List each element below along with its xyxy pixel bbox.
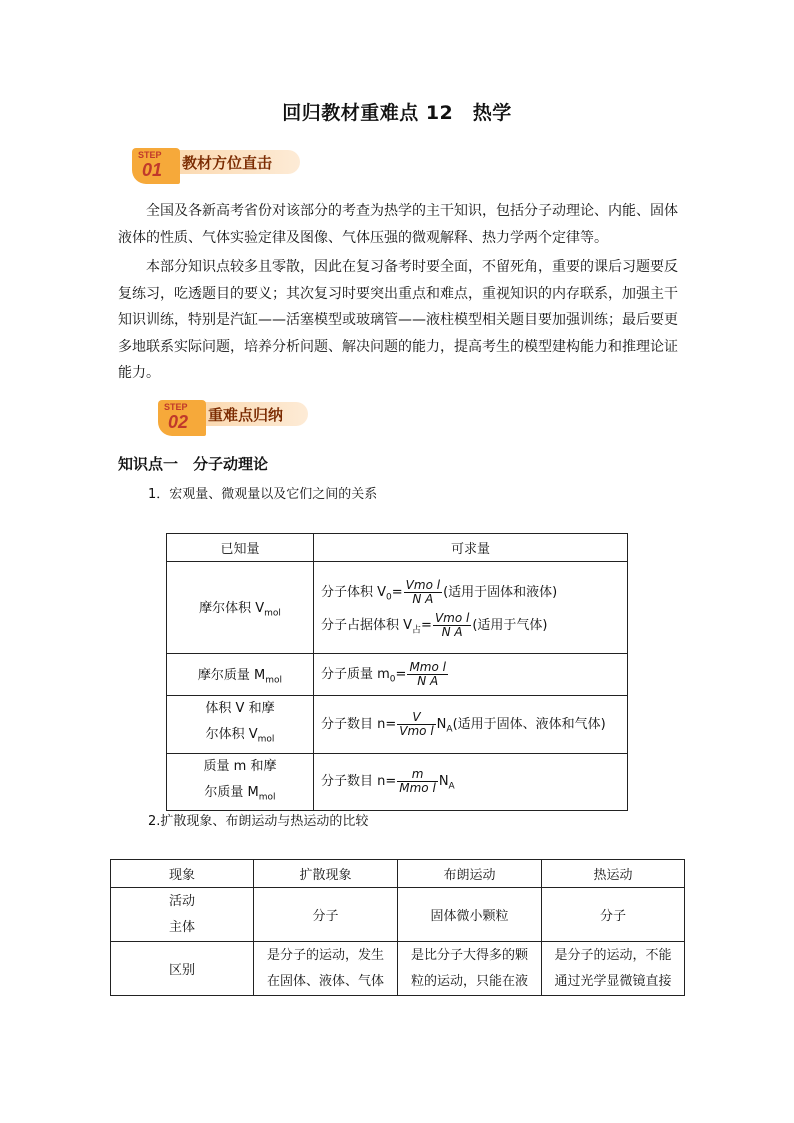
result-cell: 分子体积 $V_0=$ $\frac{\text{Vmo l}}{\text{N A}}$ (适用于固体和液体) 分子占据体积 $V_占=$ $\frac{\text{Vmo l}}{\text{N A}}$ (适用于气体) bbox=[314, 562, 628, 654]
fraction: $\frac{\text{Vmo l}}{\text{N A}}$ bbox=[434, 610, 470, 639]
table-cell: 是分子的运动，不能 通过光学显微镜直接 bbox=[542, 942, 685, 996]
known-cell: 体积 V 和摩 尔体积 $V_{mol}$ bbox=[167, 696, 314, 754]
result-cell: 分子质量 $m_0=$ $\frac{\text{Mmo l}}{\text{N A}}$ bbox=[314, 654, 628, 696]
table-header: 现象 bbox=[111, 860, 254, 888]
step-label: 教材方位直击 bbox=[182, 154, 273, 172]
comparison-table bbox=[110, 859, 685, 996]
quantities-table bbox=[166, 533, 628, 811]
paragraph-1: 全国及各新高考省份对该部分的考查为热学的主干知识，包括分子动理论、内能、固体液体的性质、气体实验定律及图像、气体压强的微观解释、热力学两个定律等。 bbox=[118, 203, 678, 246]
step-label: 重难点归纳 bbox=[208, 406, 284, 424]
paragraph-2: 本部分知识点较多且零散，因此在复习备考时要全面，不留死角，重要的课后习题要反复练习，吃透题目的要义；其次复习时要突出重点和难点，重视知识的内存联系，加强主干知识训练，特别是汽缸——活塞模型或玻璃管——液柱模型相关题目要加强训练；最后要更多地联系实际问题，培养分析问题、解决问题的能力，提高考生的模型建构能力和推理论证能力。 bbox=[118, 259, 678, 381]
table-cell: 分子 bbox=[254, 888, 398, 942]
fraction: $\frac{\text{Mmo l}}{\text{N A}}$ bbox=[409, 660, 446, 688]
section-heading: 知识点一 分子动理论 bbox=[118, 455, 269, 473]
table-cell: 分子 bbox=[542, 888, 685, 942]
result-cell: 分子数目 n= $\frac{m}{\text{Mmo l}}$ $N_A$ bbox=[314, 753, 628, 811]
table-header: 热运动 bbox=[542, 860, 685, 888]
table-header: 布朗运动 bbox=[398, 860, 542, 888]
step-badge-01 bbox=[132, 146, 302, 180]
step-word: STEP bbox=[164, 402, 188, 412]
table-header: 扩散现象 bbox=[254, 860, 398, 888]
fraction: $\frac{V}{\text{Vmo l}}$ bbox=[399, 709, 434, 738]
table-header: 可求量 bbox=[314, 534, 628, 562]
page-title: 回归教材重难点 12 热学 bbox=[282, 102, 512, 124]
row-label: 区别 bbox=[111, 942, 254, 996]
table-cell: 是比分子大得多的颗 粒的运动，只能在液 bbox=[398, 942, 542, 996]
step-number: 01 bbox=[142, 160, 163, 180]
row-label: 活动 主体 bbox=[111, 888, 254, 942]
step-number: 02 bbox=[168, 412, 189, 432]
step-word: STEP bbox=[138, 150, 162, 160]
fraction: $\frac{\text{Vmo l}}{\text{N A}}$ bbox=[405, 577, 441, 606]
table-cell: 固体微小颗粒 bbox=[398, 888, 542, 942]
known-cell: 摩尔质量 $M_{mol}$ bbox=[167, 654, 314, 696]
subheading-1: 1．宏观量、微观量以及它们之间的关系 bbox=[148, 487, 378, 502]
known-cell: 摩尔体积 $V_{mol}$ bbox=[167, 562, 314, 654]
subheading-2: 2.扩散现象、布朗运动与热运动的比较 bbox=[148, 814, 369, 829]
step-badge-02 bbox=[158, 398, 318, 432]
table-header: 已知量 bbox=[167, 534, 314, 562]
known-cell: 质量 m 和摩 尔质量 $M_{mol}$ bbox=[167, 753, 314, 811]
table-cell: 是分子的运动，发生 在固体、液体、气体 bbox=[254, 942, 398, 996]
result-cell: 分子数目 n= $\frac{V}{\text{Vmo l}}$ $N_A$(适用于固体、液体和气体) bbox=[314, 696, 628, 754]
fraction: $\frac{m}{\text{Mmo l}}$ bbox=[399, 767, 436, 796]
